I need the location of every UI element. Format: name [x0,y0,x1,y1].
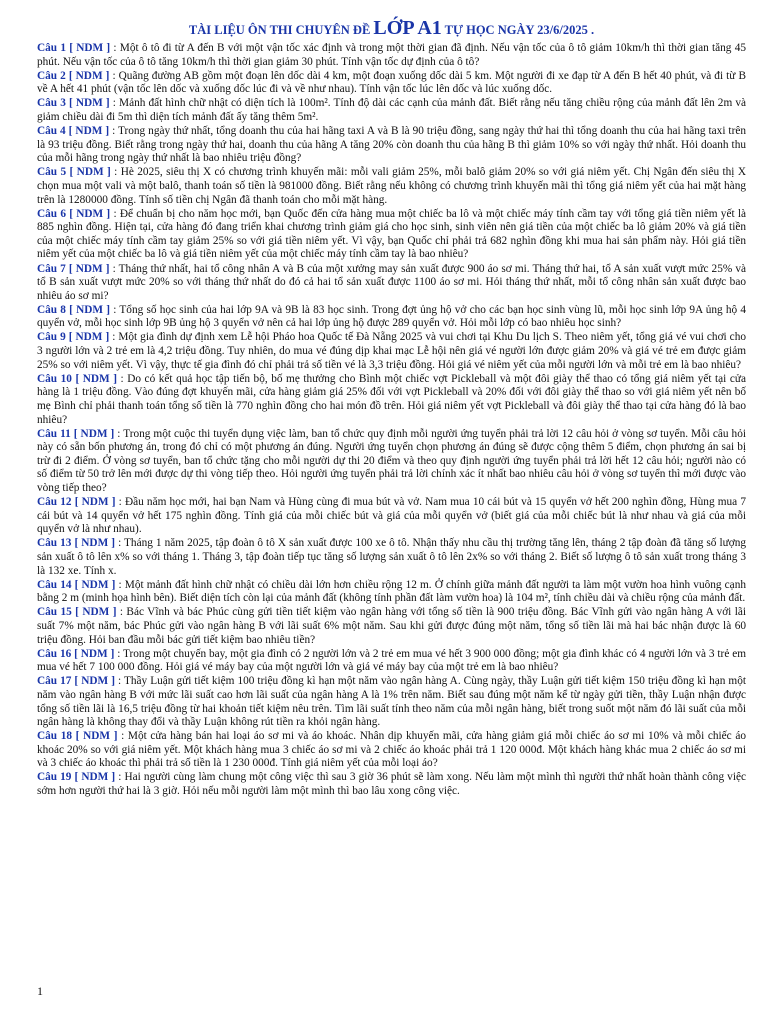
question-text: : Trong một cuộc thi tuyển dụng việc làm, ban tổ chức quy định mỗi người ứng tuyển phải trả lời 12 câu hỏi ở vòng sơ tuyển. Mỗi câu hỏi này có sẵn bốn phương án, trong đó chỉ có một phương án đúng. Người ứng tuyển chọn phương án đúng sẽ được cộng thêm 5 điểm, chọn phương án sai bị trừ đi 2 điểm. Ở vòng sơ tuyển, ban tổ chức tặng cho mỗi người dự thi 20 điểm và theo quy định người ứng tuyển phải trả lời hết 12 câu hỏi; người nào có số điểm từ 50 trở lên mới được dự thi vòng tiếp theo. Hỏi người ứng tuyển phải trả lời chính xác ít nhất bao nhiêu câu hỏi ở vòng sơ tuyển thì mới được vào vòng tiếp theo? [37,427,746,494]
question-number: Câu 7 [ NDM ] [37,262,110,275]
question-number: Câu 18 [ NDM ] [37,730,118,743]
question-number: Câu 9 [ NDM ] [37,331,110,344]
question-number: Câu 12 [ NDM ] [37,496,116,509]
question-text: : Quãng đường AB gồm một đoạn lên dốc dài 4 km, một đoạn xuống dốc dài 5 km. Một người đi xe đạp từ A đến B hết 40 phút, và đi từ B về A hết 41 phút (vận tốc lên dốc và xuống dốc lúc đi và về như nhau). Tính vận tốc lúc lên dốc và lúc xuống dốc. [37,69,746,96]
question-number: Câu 19 [ NDM ] [37,771,116,784]
question-number: Câu 17 [ NDM ] [37,675,115,688]
question-number: Câu 8 [ NDM ] [37,303,111,316]
question-item [37,208,746,262]
question-number: Câu 6 [ NDM ] [37,207,111,220]
question-item [37,70,746,97]
question-item [37,606,746,647]
question-item [37,730,746,771]
question-item [37,648,746,675]
question-text: : Do có kết quả học tập tiến bộ, bố mẹ thưởng cho Bình một chiếc vợt Pickleball và một đôi giày thể thao có tổng giá niêm yết tại cửa hàng là 1 triệu đồng. Vào đúng đợt khuyến mãi, cửa hàng giảm giá 25% đối với vợt Pickleball và 20% đối với đôi giày thể thao so với giá niêm yết nên bố mẹ Bình chỉ phải thanh toán tổng số tiền là 770 nghìn đồng cho hai món đồ trên. Hỏi giá niêm yết vợt Pickleball và đôi giày thể thao tại cửa hàng đó là bao nhiêu? [37,372,746,426]
question-text: : Tháng thứ nhất, hai tổ công nhân A và B của một xưởng may sản xuất được 900 áo sơ mi. Tháng thứ hai, tổ A sản xuất vượt mức 25% và tổ B sản xuất vượt mức 20% so với tháng thứ nhất do đó cả hai tổ sản xuất được 1100 áo sơ mi. Hỏi tháng thứ nhất, mỗi tổ công nhân sản xuất được bao nhiêu áo sơ mi? [37,262,747,302]
question-number: Câu 1 [ NDM ] [37,42,111,54]
question-text: : Hè 2025, siêu thị X có chương trình khuyến mãi: mỗi vali giảm 25%, mỗi balô giảm 20% so với giá niêm yết. Chị Ngân đến siêu thị X chọn mua một vali và một balô, thanh toán số tiền là 981000 đồng. Biết rằng nếu không có chương trình khuyến mãi thì tổng giá niêm yết của hai mặt hàng trên là 1280000 đồng. Tính số tiền chị Ngân đã thanh toán cho mỗi mặt hàng. [37,166,746,206]
question-text: : Trong ngày thứ nhất, tổng doanh thu của hai hãng taxi A và B là 90 triệu đồng, sang ngày thứ hai thì tổng doanh thu của hai hãng taxi trên là 93 triệu đồng. Biết rằng trong ngày thứ hai, doanh thu của hãng A tăng 20% còn doanh thu của hãng B thì giảm 10% so với ngày thứ nhất. Hỏi doanh thu của mỗi hãng trong ngày thứ nhất là bao nhiêu triệu đồng? [37,125,746,165]
question-text: : Bác Vĩnh và bác Phúc cùng gửi tiền tiết kiệm vào ngân hàng với tổng số tiền là 900 triệu đồng. Bác Vĩnh gửi vào ngân hàng A với lãi suất 7% một năm, bác Phúc gửi vào ngân hàng B với lãi suất 6% một năm. Sau khi gửi được đúng một năm, tổng số tiền lãi mà hai bác nhận được là 60 triệu đồng. Hỏi ban đầu mỗi bác gửi tiết kiệm bao nhiêu tiền? [37,606,746,646]
question-text: : Mảnh đất hình chữ nhật có diện tích là 100m². Tính độ dài các cạnh của mảnh đất. Biết rằng nếu tăng chiều rộng của mảnh đất lên 2m và giảm chiều dài đi 5m thì diện tích mảnh đất ấy tăng thêm 5m². [37,97,746,123]
question-text: : Một ô tô đi từ A đến B với một vận tốc xác định và trong một thời gian đã định. Nếu vận tốc của ô tô giảm 10km/h thì thời gian tăng 45 phút. Nếu vận tốc của ô tô tăng 10km/h thì thời gian giảm 30 phút. Tính vận tốc dự định của ô tô? [37,42,746,68]
question-list [37,42,746,799]
question-number: Câu 5 [ NDM ] [37,166,111,179]
question-item [37,166,746,207]
question-text: : Tổng số học sinh của hai lớp 9A và 9B là 83 học sinh. Trong đợt ủng hộ vở cho các bạn học sinh vùng lũ, mỗi học sinh lớp 9A ủng hộ 4 quyển vở, mỗi học sinh lớp 9B ủng hộ 3 quyển vở nên cả hai lớp ủng hộ được 289 quyển vở. Hỏi mỗi lớp có bao nhiêu học sinh? [37,303,746,330]
title-class-name: LỚP A1 [373,17,442,39]
page-number: 1 [37,984,43,998]
question-text: : Một gia đình dự định xem Lễ hội Pháo hoa Quốc tế Đà Nẵng 2025 và vui chơi tại Khu Du lịch S. Theo niêm yết, tổng giá vé vui chơi cho 3 người lớn và 2 trẻ em là 4,2 triệu đồng. Tuy nhiên, do mua vé đúng dịp khai mạc Lễ hội nên giá vé người lớn được giảm 20% và giá vé trẻ em được giảm 25% so với niêm yết. Vì vậy, thực tế gia đình đó chỉ phải trả số tiền vé là 3,3 triệu đồng. Hỏi giá vé niêm yết của mỗi người lớn và mỗi trẻ em là bao nhiêu? [37,331,746,371]
question-item [37,373,746,427]
title-suffix: TỰ HỌC NGÀY 23/6/2025 . [441,23,595,37]
question-item [37,97,746,124]
question-item [37,496,746,537]
question-number: Câu 3 [ NDM ] [37,97,110,110]
question-text: : Trong một chuyến bay, một gia đình có 2 người lớn và 2 trẻ em mua vé hết 3 900 000 đồng; một gia đình khác có 4 người lớn và 3 trẻ em mua vé hết 7 100 000 đồng. Hỏi giá vé máy bay của một người lớn và giá vé máy bay của một trẻ em là bao nhiêu? [37,647,746,674]
question-text: : Tháng 1 năm 2025, tập đoàn ô tô X sản xuất được 100 xe ô tô. Nhận thấy nhu cầu thị trường tăng lên, tháng 2 tập đoàn đã tăng số lượng sản xuất ô tô lên x% so với tháng 1. Tháng 3, tập đoàn tiếp tục tăng số lượng sản xuất ô tô lên 2x% so với tháng 2. Biết số lượng ô tô sản xuất trong tháng 3 là 132 xe. Tính x. [37,537,747,577]
title-prefix: TÀI LIỆU ÔN THI CHUYÊN ĐỀ [188,23,374,37]
question-item [37,304,746,331]
question-text: : Để chuẩn bị cho năm học mới, bạn Quốc đến cửa hàng mua một chiếc ba lô và một chiếc máy tính cầm tay với tổng giá tiền niêm yết là 885 nghìn đồng. Hiện tại, cửa hàng đó đang triển khai chương trình giảm giá cho học sinh, sinh viên nên giá tiền của một chiếc ba lô giảm 20% và giá tiền của một chiếc máy tính cầm tay giảm 25% so với giá tiền niêm yết. Vì vậy, bạn Quốc chỉ phải trả 682 nghìn đồng khi mua hai sản phẩm này. Hỏi giá tiền niêm yết của một chiếc ba lô và giá tiền niêm yết của một chiếc máy tính cầm tay là bao nhiêu? [37,207,746,261]
question-number: Câu 4 [ NDM ] [37,125,110,138]
document-title [37,18,746,40]
question-item [37,331,746,372]
question-text: : Hai người cùng làm chung một công việc thì sau 3 giờ 36 phút sẽ làm xong. Nếu làm một mình thì người thứ nhất hoàn thành công việc sớm hơn người thứ hai là 3 giờ. Hỏi nếu mỗi người làm một mình thì bao lâu xong công việc. [37,771,746,798]
question-item [37,42,746,69]
question-item [37,675,746,729]
question-item [37,125,746,166]
question-text: : Đầu năm học mới, hai bạn Nam và Hùng cùng đi mua bút và vở. Nam mua 10 cái bút và 15 quyển vở hết 200 nghìn đồng, Hùng mua 7 cái bút và 14 quyển vở hết 175 nghìn đồng. Tính giá của mỗi chiếc bút và giá của mỗi quyển vở (biết giá của mỗi chiếc bút là như nhau và giá của mỗi quyển vở là như nhau). [37,496,746,536]
question-number: Câu 11 [ NDM ] [37,427,115,440]
question-text: : Một mảnh đất hình chữ nhật có chiều dài lớn hơn chiều rộng 12 m. Ở chính giữa mảnh đất người ta làm một vườn hoa hình vuông cạnh bằng 2 m (minh họa hình bên). Biết diện tích còn lại của mảnh đất (không tính phần đất làm vườn hoa) là 104 m², tính chiều dài và chiều rộng của mảnh đất. [37,578,746,605]
question-item [37,537,746,578]
question-text: : Thầy Luận gửi tiết kiệm 100 triệu đồng kì hạn một năm vào ngân hàng A. Cùng ngày, thầy Luận gửi tiết kiệm 150 triệu đồng kì hạn một năm vào ngân hàng B với mức lãi suất cao hơn lãi suất của ngân hàng A là 1% trên năm. Biết sau đúng một năm kể từ ngày gửi tiền, thầy Luận nhận được tổng số tiền lãi là 16,5 triệu đồng từ hai khoản tiết kiệm nêu trên. Tìm lãi suất tính theo năm của mỗi ngân hàng, biết trong suốt một năm đó lãi suất của mỗi ngân hàng là không thay đổi và thầy Luận không rút tiền ra khỏi ngân hàng. [37,675,747,729]
question-item [37,428,746,496]
question-item [37,579,746,606]
question-number: Câu 15 [ NDM ] [37,606,117,619]
question-item [37,771,746,798]
question-number: Câu 16 [ NDM ] [37,647,115,660]
question-number: Câu 10 [ NDM ] [37,372,118,385]
question-item [37,263,746,304]
question-number: Câu 2 [ NDM ] [37,69,110,82]
question-number: Câu 14 [ NDM ] [37,578,116,591]
question-text: : Một cửa hàng bán hai loại áo sơ mi và áo khoác. Nhân dịp khuyến mãi, cửa hàng giảm giá mỗi chiếc áo sơ mi 10% và mỗi chiếc áo khoác 20% so với giá niêm yết. Một khách hàng mua 3 chiếc áo sơ mi và 2 chiếc áo khoác phải trả 1 120 000đ. Một khách hàng khác mua 2 chiếc áo sơ mi và 3 chiếc áo khoác thì phải trả số tiền là 1 230 000đ. Tính giá niêm yết của mỗi loại áo? [37,730,746,770]
question-number: Câu 13 [ NDM ] [37,537,116,550]
